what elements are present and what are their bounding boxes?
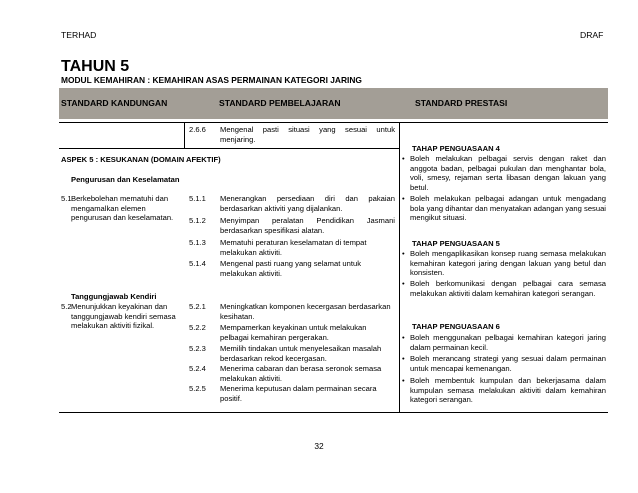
bullet: •: [402, 279, 405, 288]
sp-code: 5.2.3: [189, 344, 206, 353]
col-standard-kandungan: STANDARD KANDUNGAN: [61, 98, 168, 108]
bullet: •: [402, 376, 405, 385]
sk-heading: Tanggungjawab Kendiri: [71, 292, 157, 301]
sp-code: 5.2.5: [189, 384, 206, 393]
sp-code: 5.1.4: [189, 259, 206, 268]
tp-item: Boleh membentuk kumpulan dan bekerjasama dalam kumpulan semasa melakukan aktiviti dalam kemahiran kategori serangan.: [410, 376, 606, 405]
column-header-bar: [59, 88, 608, 119]
sp-code: 5.2.2: [189, 323, 206, 332]
sp-text: Mempamerkan keyakinan untuk melakukan pelbagai kemahiran pergerakan.: [220, 323, 367, 342]
sp-text: Mengenal pasti ruang yang selamat untuk melakukan aktiviti.: [220, 259, 361, 278]
header-draft: DRAF: [580, 30, 604, 40]
tp-item: Boleh mengaplikasikan konsep ruang semasa melakukan kemahiran kategori jaring dengan lakuan yang betul dan konsisten.: [410, 249, 606, 278]
sp-text: Menerima cabaran dan berasa seronok semasa melakukan aktiviti.: [220, 364, 382, 383]
sp-text: Menyimpan peralatan Pendidikan Jasmani berdasarkan spesifikasi alatan.: [220, 216, 395, 235]
sp-text: Meningkatkan komponen kecergasan berdasarkan kesihatan.: [220, 302, 391, 321]
bullet: •: [402, 354, 405, 363]
sp-code: 5.2.4: [189, 364, 206, 373]
sp-text: Mengenal pasti situasi yang sesuai untuk menjaring.: [220, 125, 395, 144]
sk-text: Berkebolehan mematuhi dan mengamalkan elemen pengurusan dan keselamatan.: [71, 194, 174, 223]
tp-heading: TAHAP PENGUASAAN 5: [412, 239, 500, 248]
tp-heading: TAHAP PENGUASAAN 4: [412, 144, 500, 153]
sp-code: 2.6.6: [189, 125, 206, 134]
sp-code: 5.1.2: [189, 216, 206, 225]
sp-text: Memilih tindakan untuk menyelesaikan masalah berdasarkan rekod kecergasan.: [220, 344, 382, 363]
tp-item: Boleh melakukan pelbagai adangan untuk mengadang bola yang dihantar dan menyatakan adangan yang sesuai mengikut situasi.: [410, 194, 606, 223]
row-divider-bottom: [59, 412, 608, 413]
tp-item: Boleh menggunakan pelbagai kemahiran kategori jaring dalam permainan kecil.: [410, 333, 606, 352]
sp-text: Menerima keputusan dalam permainan secara positif.: [220, 384, 377, 403]
tp-heading: TAHAP PENGUASAAN 6: [412, 322, 500, 331]
col-divider-top-left: [184, 122, 185, 148]
aspek-heading: ASPEK 5 : KESUKANAN (DOMAIN AFEKTIF): [61, 155, 221, 164]
bullet: •: [402, 249, 405, 258]
sp-code: 5.1.1: [189, 194, 206, 203]
tp-item: Boleh melakukan pelbagai servis dengan raket dan anggota badan, pelbagai pukulan dan menghantar bola, voli, smesy, rejaman serta libasan dengan lakuan yang betul.: [410, 154, 606, 192]
sp-text: Menerangkan persediaan diri dan pakaian berdasarkan aktiviti yang dijalankan.: [220, 194, 395, 213]
sk-code: 5.2: [61, 302, 72, 311]
page-title: TAHUN 5: [61, 58, 130, 75]
bullet: •: [402, 333, 405, 342]
sp-text: Mematuhi peraturan keselamatan di tempat melakukan aktiviti.: [220, 238, 367, 257]
row-divider-aspek: [59, 148, 399, 149]
sp-code: 5.2.1: [189, 302, 206, 311]
page-number: 32: [314, 441, 324, 451]
col-standard-prestasi: STANDARD PRESTASI: [415, 98, 508, 108]
row-divider-top: [59, 122, 608, 123]
bullet: •: [402, 194, 405, 203]
sk-heading: Pengurusan dan Keselamatan: [71, 175, 180, 184]
sk-text: Menunjukkan keyakinan dan tanggungjawab kendiri semasa melakukan aktiviti fizikal.: [71, 302, 176, 331]
col-divider-right: [399, 122, 400, 412]
tp-item: Boleh merancang strategi yang sesuai dalam permainan untuk mencapai kemenangan.: [410, 354, 606, 373]
header-confidential: TERHAD: [61, 30, 97, 40]
sp-code: 5.1.3: [189, 238, 206, 247]
tp-item: Boleh berkomunikasi dengan pelbagai cara semasa melakukan aktiviti dalam kemahiran kategori serangan.: [410, 279, 606, 298]
bullet: •: [402, 154, 405, 163]
col-standard-pembelajaran: STANDARD PEMBELAJARAN: [219, 98, 341, 108]
module-subtitle: MODUL KEMAHIRAN : KEMAHIRAN ASAS PERMAINAN KATEGORI JARING: [61, 75, 362, 85]
sk-code: 5.1: [61, 194, 72, 203]
